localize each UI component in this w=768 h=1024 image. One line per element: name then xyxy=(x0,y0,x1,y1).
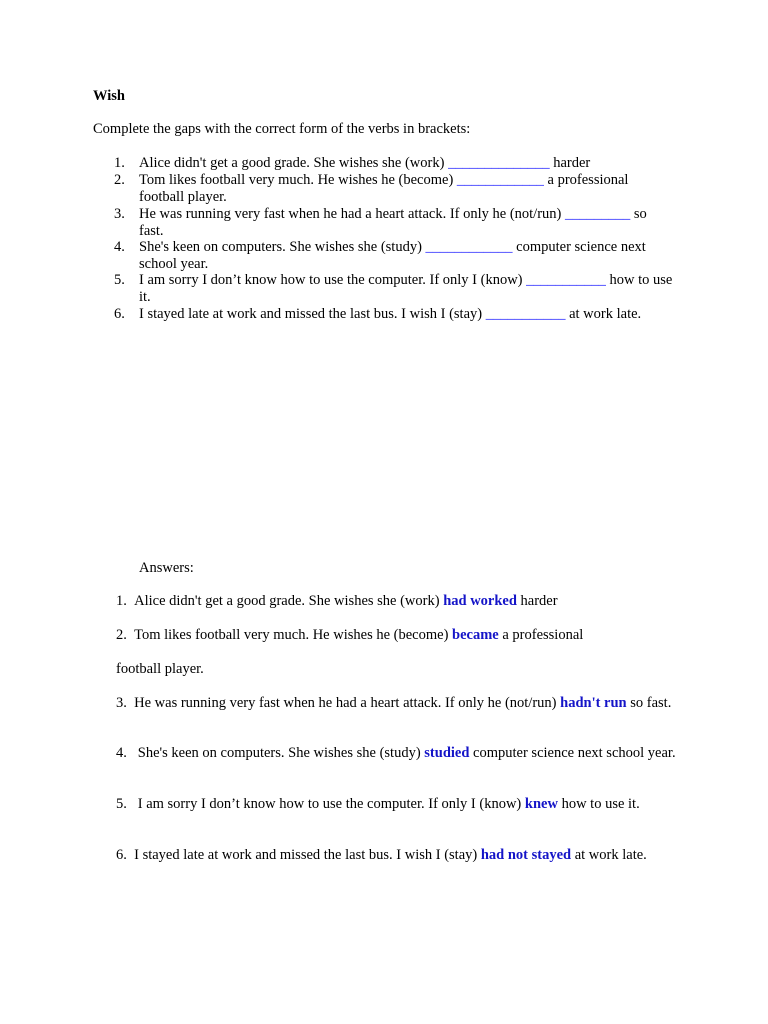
answer-item xyxy=(116,847,676,864)
answer-number: 1. xyxy=(116,593,127,609)
answer-text: She's keen on computers. She wishes she (study) xyxy=(134,745,425,761)
answer-text: I stayed late at work and missed the last bus. I wish I (stay) xyxy=(134,847,481,863)
question-text-end: at work late. xyxy=(565,306,642,322)
question-number: 5. xyxy=(114,272,125,288)
answer-number: 3. xyxy=(116,695,127,711)
question-text: She's keen on computers. She wishes she (study) xyxy=(139,239,426,255)
question-item xyxy=(114,272,674,305)
worksheet-title: Wish xyxy=(93,88,125,104)
answer-number: 6. xyxy=(116,847,127,863)
answer-item xyxy=(116,627,676,644)
question-text-end: so fast. xyxy=(139,206,647,239)
answer-highlight: hadn't run xyxy=(560,695,627,711)
answer-text: He was running very fast when he had a heart attack. If only he (not/run) xyxy=(134,695,561,711)
question-text: I stayed late at work and missed the last bus. I wish I (stay) xyxy=(139,306,486,322)
answer-item xyxy=(116,745,676,762)
question-number: 3. xyxy=(114,206,125,222)
question-text-end: harder xyxy=(549,155,591,171)
answer-continuation: football player. xyxy=(116,661,204,677)
answer-item xyxy=(116,593,676,610)
question-number: 6. xyxy=(114,306,125,322)
answer-highlight: knew xyxy=(524,796,558,812)
answer-text-end: how to use it. xyxy=(557,796,640,812)
answer-gap: ___________ xyxy=(526,272,606,288)
question-number: 4. xyxy=(114,239,125,255)
answer-gap: ____________ xyxy=(425,239,513,255)
answer-highlight: had worked xyxy=(443,593,517,609)
question-text: He was running very fast when he had a heart attack. If only he (not/run) xyxy=(139,206,565,222)
question-number: 1. xyxy=(114,155,125,171)
question-text: Tom likes football very much. He wishes he (become) xyxy=(139,172,457,188)
instructions: Complete the gaps with the correct form of the verbs in brackets: xyxy=(93,121,471,137)
question-item xyxy=(114,239,674,272)
question-text: Alice didn't get a good grade. She wishes she (work) xyxy=(139,155,449,171)
answer-gap: _________ xyxy=(565,206,631,222)
answer-item xyxy=(116,796,676,813)
question-item xyxy=(114,206,674,239)
answer-text: Alice didn't get a good grade. She wishes she (work) xyxy=(134,593,444,609)
answer-gap: ___________ xyxy=(485,306,566,322)
question-number: 2. xyxy=(114,172,125,188)
answer-text-end: so fast. xyxy=(626,695,672,711)
answer-gap: ____________ xyxy=(456,172,544,188)
answer-gap: ______________ xyxy=(448,155,550,171)
answer-number: 2. xyxy=(116,627,127,643)
question-text-end: computer science next school year. xyxy=(139,239,646,272)
question-item xyxy=(114,172,674,205)
answer-number: 5. xyxy=(116,796,127,812)
question-item xyxy=(114,155,674,172)
answer-text: I am sorry I don’t know how to use the computer. If only I (know) xyxy=(134,796,525,812)
question-item xyxy=(114,306,674,323)
question-text: I am sorry I don’t know how to use the computer. If only I (know) xyxy=(139,272,527,288)
question-text-end: a professional football player. xyxy=(139,172,629,205)
answer-number: 4. xyxy=(116,745,127,761)
answers-heading: Answers: xyxy=(139,560,194,576)
answer-text-end: at work late. xyxy=(571,847,647,863)
answer-text-end: computer science next school year. xyxy=(469,745,676,761)
answer-item xyxy=(116,695,676,712)
answer-highlight: had not stayed xyxy=(480,847,572,863)
answer-highlight: studied xyxy=(424,745,470,761)
answer-text-end: harder xyxy=(516,593,558,609)
question-text-end: how to use it. xyxy=(139,272,673,305)
answer-text-end: a professional xyxy=(498,627,584,643)
answer-text: Tom likes football very much. He wishes he (become) xyxy=(134,627,453,643)
answer-highlight: became xyxy=(452,627,499,643)
